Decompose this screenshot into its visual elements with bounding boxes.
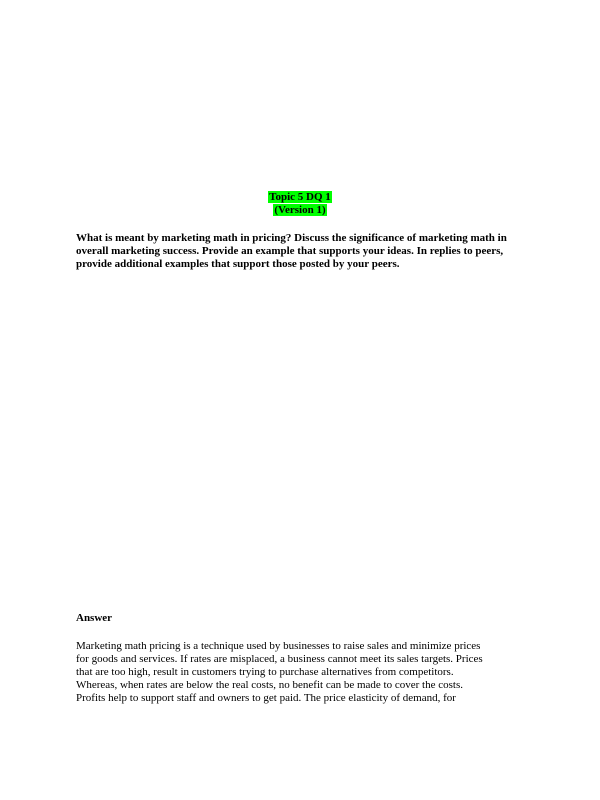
document-title: Topic 5 DQ 1 (269, 191, 331, 203)
answer-body (76, 640, 531, 705)
answer-heading: Answer (76, 612, 113, 624)
answer-line: for goods and services. If rates are misplaced, a business cannot meet its sales targets. Prices (76, 653, 483, 665)
answer-line: Profits help to support staff and owners to get paid. The price elasticity of demand, for (76, 692, 456, 704)
title-block (0, 191, 600, 217)
question-text: What is meant by marketing math in pricing? Discuss the significance of marketing math in overall marketing success. Provide an example that supports your ideas. In replies to peers, provide additional examples that support those posted by your peers. (76, 232, 507, 270)
answer-line: Whereas, when rates are below the real costs, no benefit can be made to cover the costs. (76, 679, 463, 691)
document-version: (Version 1) (274, 204, 326, 216)
answer-line: that are too high, result in customers trying to purchase alternatives from competitors. (76, 666, 454, 678)
answer-line: Marketing math pricing is a technique used by businesses to raise sales and minimize prices (76, 640, 481, 652)
